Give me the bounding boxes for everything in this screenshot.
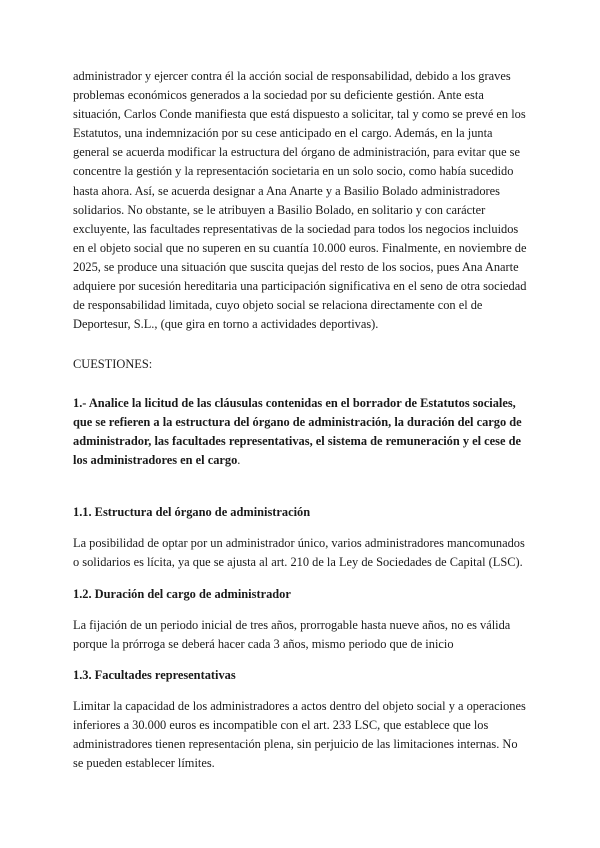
question-1-end: . [237,453,241,468]
section-1-3-heading: 1.3. Facultades representativas [73,667,236,682]
section-1-2-body: La fijación de un periodo inicial de tres años, prorrogable hasta nueve años, no es válida porque la prórroga se deberá hacer cada 3 años, mismo periodo que de inicio [73,617,511,651]
section-1-2-heading: 1.2. Duración del cargo de administrador [73,586,291,601]
cuestiones-label: CUESTIONES: [73,357,153,372]
section-1-3-body: Limitar la capacidad de los administradores a actos dentro del objeto social y a operaciones inferiores a 30.000 euros es incompatible con el art. 233 LSC, que establece que los administradores tienen representación plena, sin perjuicio de las limitaciones internas. No se pueden establecer límites. [73,698,526,770]
question-1-text: 1.- Analice la licitud de las cláusulas contenidas en el borrador de Estatutos sociales, que se refieren a la estructura del órgano de administración, la duración del cargo de administrador, las facultades representativas, el sistema de remuneración y el cese de los administradores en el cargo [73,396,522,468]
section-1-1-body: La posibilidad de optar por un administrador único, varios administradores mancomunados o solidarios es lícita, ya que se ajusta al art. 210 de la Ley de Sociedades de Capital (LSC). [73,536,525,570]
intro-paragraph: administrador y ejercer contra él la acción social de responsabilidad, debido a los graves problemas económicos generados a la sociedad por su deficiente gestión. Ante esta situación, Carlos Conde manifiesta que está dispuesto a solicitar, tal y como se prevé en los Estatutos, una indemnización por su cese anticipado en el cargo. Además, en la junta general se acuerda modificar la estructura del órgano de administración, para evitar que se concentre la gestión y la representación societaria en un solo socio, como había sucedido hasta ahora. Así, se acuerda designar a Ana Anarte y a Basilio Bolado administradores solidarios. No obstante, se le atribuyen a Basilio Bolado, en solitario y con carácter excluyente, las facultades representativas de la sociedad para todos los negocios incluidos en el objeto social que no superen en su cuantía 10.000 euros. Finalmente, en noviembre de 2025, se produce una situación que suscita quejas del resto de los socios, pues Ana Anarte adquiere por sucesión hereditaria una participación significativa en el seno de otra sociedad de responsabilidad limitada, cuyo objeto social se relaciona directamente con el de Deportesur, S.L., (que gira en torno a actividades deportivas). [73,69,527,332]
question-1 [73,394,528,470]
section-1-1-heading: 1.1. Estructura del órgano de administración [73,505,311,520]
